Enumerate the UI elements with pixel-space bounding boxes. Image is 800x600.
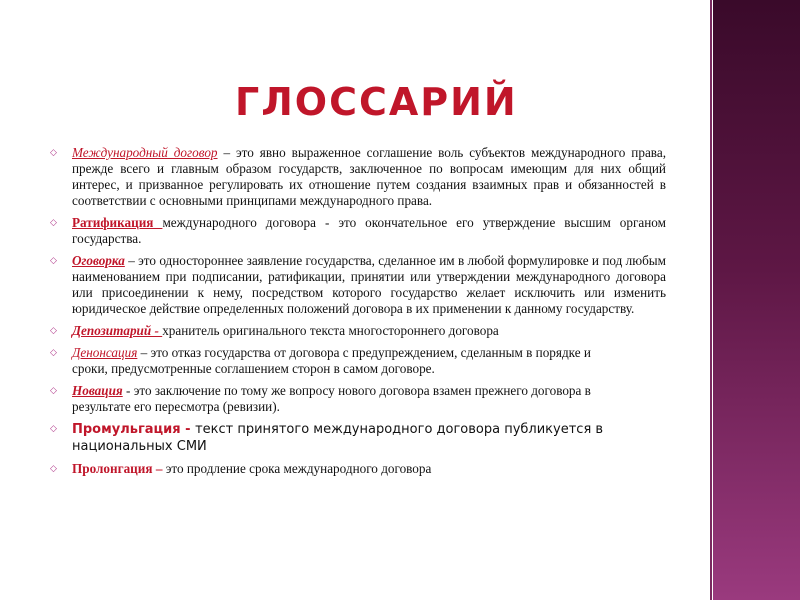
term-promulgation: Промульгация - [72, 422, 196, 437]
term-depositary: Депозитарий - [72, 323, 163, 338]
definition-text: текст принятого международного договора публикуется в национальных СМИ [72, 422, 604, 454]
definition-text: – это явно выраженное соглашение воль субъектов международного права, прежде всего и главным образом государств, заключенное по вопросам имеющим для них общий интерес, и призванное регулировать их отношение путем создания взаимных прав и обязанностей в соответствии с основными принципами международного права. [72, 145, 666, 208]
definition-text: это продление срока международного договора [165, 461, 432, 476]
side-divider-line [710, 0, 712, 600]
diamond-outline-icon: ◇ [50, 147, 57, 157]
definition-text: - это заключение по тому же вопросу нового договора взамен прежнего договора в результате его пересмотра (ревизии). [72, 383, 591, 414]
term-ratification: Ратификация [72, 215, 163, 230]
term-prolongation: Пролонгация – [72, 461, 166, 476]
diamond-outline-icon: ◇ [50, 325, 57, 335]
definition-text: – это одностороннее заявление государства, сделанное им в любой формулировке и под любым наименованием при подписании, ратификации, принятии или утверждении международного договора или присоединении к нему, посредством которого государство желает исключить или изменить юридическое действие определенных положений договора в их применении к данному государству. [72, 253, 666, 316]
list-item [50, 461, 666, 477]
definition-text: хранитель оригинального текста многостороннего договора [162, 323, 499, 338]
list-item [50, 323, 666, 339]
decorative-side-band [713, 0, 800, 600]
list-item [50, 253, 666, 317]
diamond-outline-icon: ◇ [50, 385, 57, 395]
term-international-treaty: Международный договор [72, 145, 218, 160]
term-reservation: Оговорка [72, 253, 125, 268]
diamond-outline-icon: ◇ [50, 347, 57, 357]
term-denunciation: Денонсация [72, 345, 138, 360]
list-item [50, 145, 666, 209]
term-novation: Новация [72, 383, 123, 398]
list-item [50, 215, 666, 247]
list-item [50, 421, 666, 455]
definition-text: международного договора - это окончательное его утверждение высшим органом государства. [72, 215, 666, 246]
list-item [50, 345, 666, 377]
definition-text: – это отказ государства от договора с предупреждением, сделанным в порядке и сроки, предусмотренные соглашением сторон в самом договоре. [72, 345, 591, 376]
page-title: ГЛОССАРИЙ [235, 80, 518, 124]
list-item [50, 383, 666, 415]
diamond-outline-icon: ◇ [50, 217, 57, 227]
diamond-outline-icon: ◇ [50, 463, 57, 473]
glossary-list [50, 145, 666, 483]
diamond-outline-icon: ◇ [50, 423, 57, 433]
diamond-outline-icon: ◇ [50, 255, 57, 265]
